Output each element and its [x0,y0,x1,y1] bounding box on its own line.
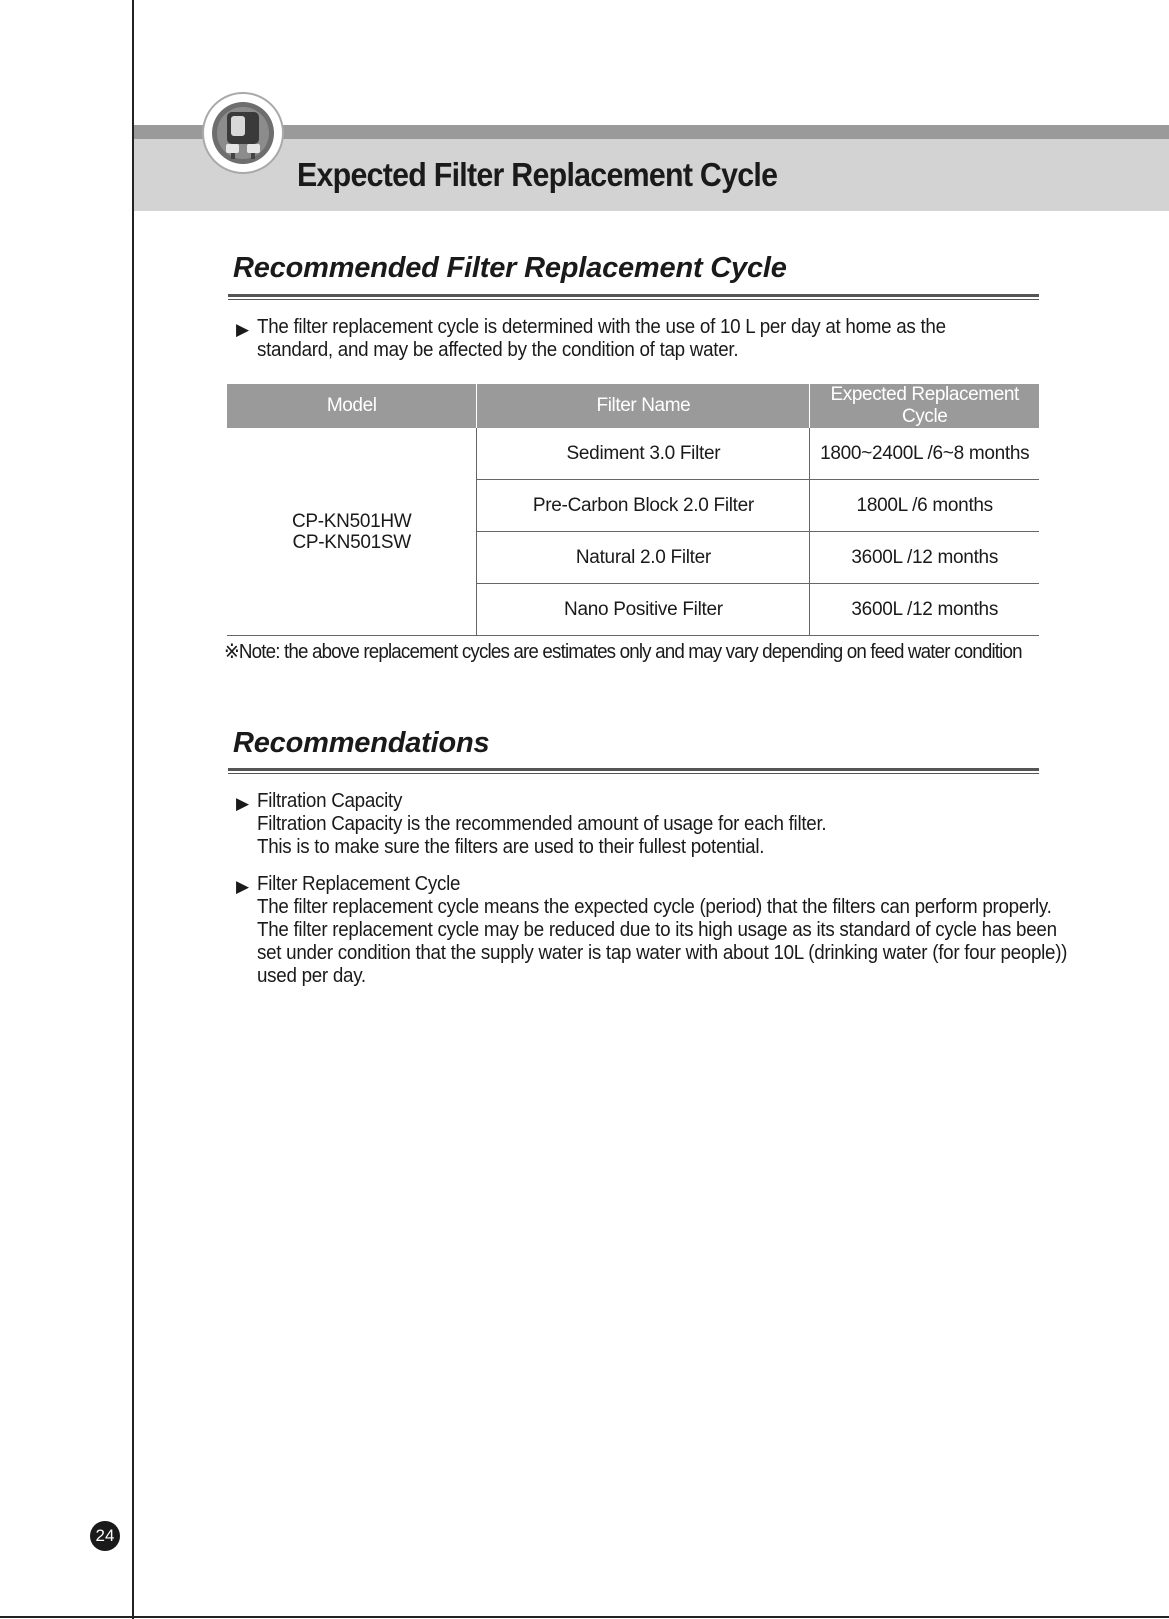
table-header-row [227,384,1039,428]
cycle-cell: 1800~2400L /6~8 months [810,428,1039,480]
bullet-line: set under condition that the supply water is tap water with about 10L (drinking water (for four people)) [257,942,1068,964]
header-stripe [134,125,1169,139]
page-bottom-rule [0,1616,1169,1618]
bullet-title: Filtration Capacity [257,790,403,812]
cycle-cell: 3600L /12 months [810,532,1039,584]
column-header-model: Model [227,384,477,428]
filter-name-cell: Sediment 3.0 Filter [477,428,810,480]
bullet-line: This is to make sure the filters are used to their fullest potential. [257,836,765,858]
bullet-standard-usage [236,316,990,362]
filter-replacement-table [227,384,1039,636]
section-heading-recommended-cycle: Recommended Filter Replacement Cycle [233,252,787,284]
section-rule [228,294,1039,300]
bullet-line: Filtration Capacity is the recommended amount of usage for each filter. [257,813,827,835]
cycle-cell: 1800L /6 months [810,480,1039,532]
model-name: CP-KN501SW [292,531,411,553]
bullet-line: The filter replacement cycle may be reduced due to its high usage as its standard of cycle has been [257,919,1057,941]
bullet-line: standard, and may be affected by the condition of tap water. [257,339,739,361]
bullet-filter-replacement-cycle [236,873,1119,988]
bullet-filtration-capacity [236,790,863,859]
bullet-line: The filter replacement cycle means the expected cycle (period) that the filters can perform properly. [257,896,1052,918]
water-purifier-icon [202,92,284,174]
table-note: ※Note: the above replacement cycles are estimates only and may vary depending on feed water condition [224,641,1022,663]
bullet-line: The filter replacement cycle is determined with the use of 10 L per day at home as the [257,316,946,338]
bullet-title: Filter Replacement Cycle [257,873,461,895]
cycle-cell: 3600L /12 months [810,584,1039,636]
column-header-filter-name: Filter Name [477,384,810,428]
filter-name-cell: Pre-Carbon Block 2.0 Filter [477,480,810,532]
filter-name-cell: Nano Positive Filter [477,584,810,636]
section-heading-recommendations: Recommendations [233,727,490,759]
bullet-line: used per day. [257,965,366,987]
section-rule [228,768,1039,774]
filter-name-cell: Natural 2.0 Filter [477,532,810,584]
triangle-bullet-icon: ▶ [236,877,250,896]
model-name: CP-KN501HW [291,510,412,532]
model-cell [227,428,477,636]
page-spine-line [132,0,134,1619]
page-title: Expected Filter Replacement Cycle [297,156,778,193]
triangle-bullet-icon: ▶ [236,794,250,813]
page-number: 24 [90,1521,120,1551]
table-row [227,428,1039,480]
column-header-cycle: Expected Replacement Cycle [810,384,1039,428]
triangle-bullet-icon: ▶ [236,320,250,339]
